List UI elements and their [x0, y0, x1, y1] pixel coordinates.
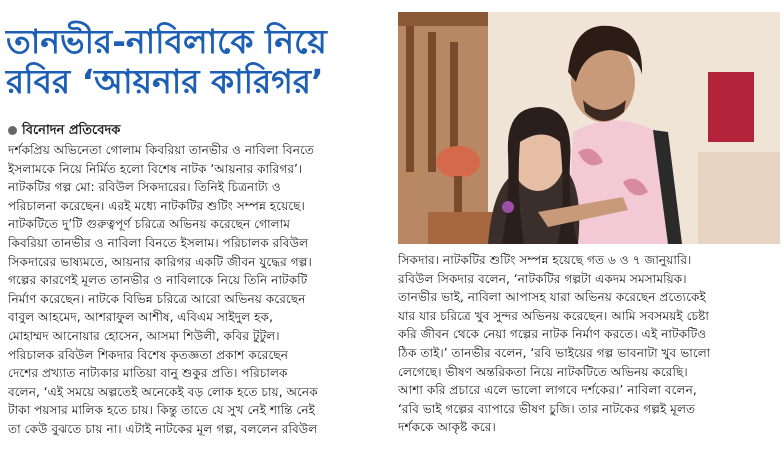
actors-photo-illustration — [398, 12, 780, 244]
headline — [6, 22, 391, 102]
byline — [8, 121, 120, 142]
body-line: যার যার চরিত্রে খুব সুন্দর অভিনয় করেছেন। আমি সবসময়ই চেষ্টা — [398, 308, 709, 323]
body-line: নির্মাণ করেছেন। নাটকে বিভিন্ন চরিত্রে আরো অভিনয় করেছেন — [8, 291, 306, 306]
body-line: দর্শককে আকৃষ্ট করে। — [398, 420, 496, 435]
body-line: ঠিক তাই।’ তানভীর বলেন, ‘রবি ভাইয়ের গল্প ভাবনাটা খুব ভালো — [398, 345, 711, 360]
body-line: দর্শকপ্রিয় অভিনেতা গোলাম কিবরিয়া তানভীর ও নাবিলা বিনতে — [8, 143, 315, 157]
body-line: বাবুল আহমেদ, আশরাফুল আশীষ, এবিএম সাইদুল হক, — [8, 310, 273, 325]
body-line: তানভীর ভাই, নাবিলা আপাসহ যারা অভিনয় করেছেন প্রত্যেকেই — [398, 290, 706, 305]
body-line: সিকদারের ভাষ্যমতে, আয়নার কারিগর একটি জীবন যুদ্ধের গল্প। — [8, 254, 312, 269]
body-line: সিকদার। নাটকটির শুটিং সম্পন্ন হয়েছে গত ৬ ও ৭ জানুয়ারি। — [398, 253, 692, 267]
body-line: বলেন, ‘এই সময়ে অল্পতেই অনেকেই বড় লোক হতে চায়, অনেক — [8, 384, 318, 399]
body-line: পরিচালক রবিউল শিকদার বিশেষ কৃতজ্ঞতা প্রকাশ করেছেন — [8, 347, 289, 362]
body-line: নাটকটির গল্প মো: রবিউল সিকদারের। তিনিই চিত্রনাট্য ও — [8, 180, 281, 195]
body-line: ইসলামকে নিয়ে নির্মিত হলো বিশেষ নাটক ‘আয়নার কারিগর’। — [8, 161, 303, 176]
body-line: লেগেছে। ভীষণ অন্তরিকতা নিয়ে নাটকটিতে অভিনয় করেছি। — [398, 364, 688, 379]
body-line: আশা করি প্রচারে এলে ভালো লাগবে দর্শকের।’ নাবিলা বলেন, — [398, 383, 697, 398]
body-line: ‘রবি ভাই গল্পের ব্যাপারে ভীষণ চুজি। তার নাটকের গল্পই মূলত — [398, 401, 696, 416]
body-line: টাকা পয়সার মালিক হতে চায়। কিন্তু তাতে যে সুখ নেই শান্তি নেই — [8, 403, 315, 418]
body-line: দেশের প্রখ্যাত নাট্যকার মাতিয়া বানু শুকুর প্রতি। পরিচালক — [8, 366, 288, 381]
article-column-1 — [8, 141, 388, 439]
article-column-2 — [398, 251, 780, 437]
byline-bullet-icon — [8, 126, 17, 135]
body-line: কিবরিয়া তানভীর ও নাবিলা বিনতে ইসলাম। পরিচালক রবিউল — [8, 235, 309, 250]
body-line: নাটকটিতে দু’টি গুরুত্বপূর্ণ চরিত্রে অভিনয় করেছেন গোলাম — [8, 217, 290, 232]
headline-line-2: রবির ‘আয়নার কারিগর’ — [6, 62, 324, 101]
body-line: রবিউল সিকদার বলেন, ‘নাটকটির গল্পটা একদম সমসাময়িক। — [398, 271, 687, 286]
body-line: তা কেউ বুঝতে চায় না। এটাই নাটকের মূল গল্প, বললেন রবিউল — [8, 421, 318, 436]
body-line: পরিচালনা করেছেন। এরই মধ্যে নাটকটির শুটিং সম্পন্ন হয়েছে। — [8, 198, 305, 213]
body-line: গল্পের কারণেই মূলত তানভীর ও নাবিলাকে নিয়ে তিনি নাটকটি — [8, 273, 308, 288]
body-line: মোহাম্মদ আনোয়ার হোসেন, আসমা শিউলী, কবির টুটুল। — [8, 328, 280, 343]
body-line: করি জীবন থেকে নেয়া গল্পের নাটক নির্মাণ করতে। এই নাটকটিও — [398, 327, 707, 342]
article-photo — [398, 12, 780, 244]
headline-line-1: তানভীর-নাবিলাকে নিয়ে — [6, 22, 327, 61]
byline-text: বিনোদন প্রতিবেদক — [22, 123, 121, 138]
